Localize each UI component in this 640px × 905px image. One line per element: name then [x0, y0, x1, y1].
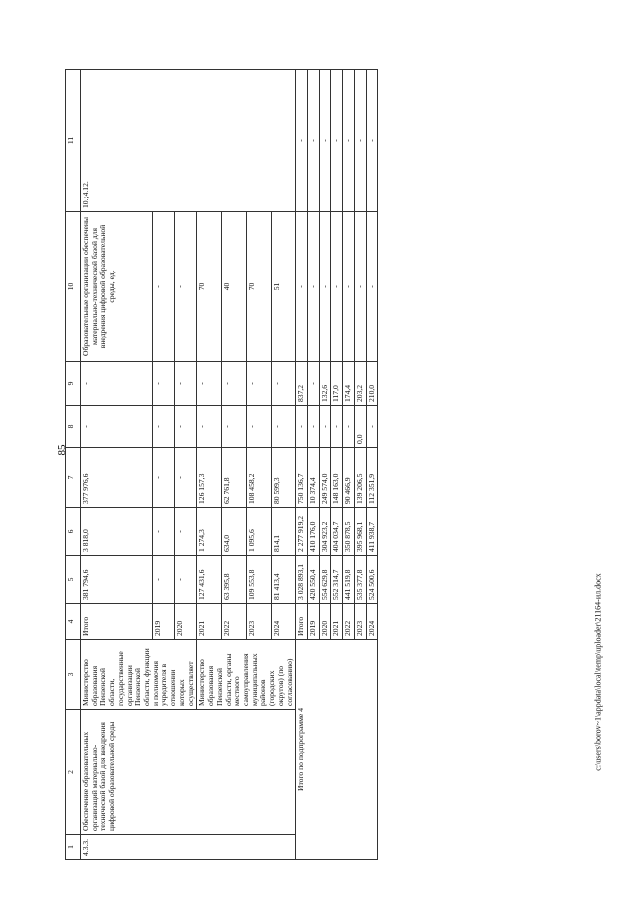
- value-cell: -: [366, 70, 378, 212]
- value-cell: 148 163,0: [331, 448, 343, 508]
- value-cell: 80 599,3: [271, 448, 296, 508]
- header-cell: 11: [66, 70, 81, 212]
- value-cell: -: [354, 212, 366, 362]
- value-cell: -: [271, 406, 296, 448]
- value-cell: 554 629,8: [319, 556, 331, 604]
- value-cell: 117,0: [331, 362, 343, 406]
- year-cell: Итого: [296, 604, 308, 640]
- year-cell: 2019: [152, 604, 174, 640]
- value-cell: 410 176,0: [307, 508, 319, 556]
- value-cell: -: [175, 556, 197, 604]
- year-cell: 2021: [331, 604, 343, 640]
- value-cell: 395 968,1: [354, 508, 366, 556]
- value-cell: -: [307, 406, 319, 448]
- value-cell: 40: [222, 212, 247, 362]
- value-cell: 70: [246, 212, 271, 362]
- year-cell: 2020: [319, 604, 331, 640]
- code-cell: 10.;4.12.: [81, 70, 296, 212]
- value-cell: 1 095,6: [246, 508, 271, 556]
- value-cell: 174,4: [343, 362, 355, 406]
- value-cell: 350 878,5: [343, 508, 355, 556]
- value-cell: -: [81, 406, 153, 448]
- value-cell: -: [152, 406, 174, 448]
- value-cell: -: [152, 362, 174, 406]
- value-cell: 814,1: [271, 508, 296, 556]
- value-cell: 81 413,4: [271, 556, 296, 604]
- value-cell: 10 374,4: [307, 448, 319, 508]
- year-cell: 2019: [307, 604, 319, 640]
- value-cell: 3 028 893,1: [296, 556, 308, 604]
- subprogram-total-label: Итого по подпрограмме 4: [296, 640, 378, 860]
- value-cell: -: [343, 406, 355, 448]
- year-cell: 2024: [366, 604, 378, 640]
- value-cell: 304 923,2: [319, 508, 331, 556]
- value-cell: 552 314,7: [331, 556, 343, 604]
- measure-name: Обеспечение образовательных организаций материально-технической базой для внедрения цифровой образовательной среды: [81, 710, 296, 835]
- year-cell: 2022: [343, 604, 355, 640]
- value-cell: -: [152, 508, 174, 556]
- header-cell: 8: [66, 406, 81, 448]
- table-row: [296, 70, 308, 860]
- header-cell: 4: [66, 604, 81, 640]
- executor-cell: Министерство образования Пензенской области, органы местного самоуправления муниципальных районов (городских округов) (по согласованию): [197, 640, 296, 710]
- value-cell: -: [175, 406, 197, 448]
- value-cell: -: [331, 212, 343, 362]
- year-cell: 2021: [197, 604, 222, 640]
- value-cell: 750 136,7: [296, 448, 308, 508]
- value-cell: 0,0: [354, 406, 366, 448]
- value-cell: -: [296, 70, 308, 212]
- value-cell: 90 466,9: [343, 448, 355, 508]
- value-cell: 3 818,0: [81, 508, 153, 556]
- header-cell: 1: [66, 835, 81, 860]
- value-cell: -: [246, 406, 271, 448]
- value-cell: -: [175, 448, 197, 508]
- year-cell: 2020: [175, 604, 197, 640]
- value-cell: -: [197, 362, 222, 406]
- value-cell: 2 277 919,2: [296, 508, 308, 556]
- row-number: 4.3.3.: [81, 835, 296, 860]
- table-row: [81, 70, 153, 860]
- value-cell: -: [175, 212, 197, 362]
- year-cell: 2023: [354, 604, 366, 640]
- value-cell: 377 976,6: [81, 448, 153, 508]
- value-cell: 535 377,8: [354, 556, 366, 604]
- year-cell: 2022: [222, 604, 247, 640]
- value-cell: -: [343, 70, 355, 212]
- value-cell: -: [296, 406, 308, 448]
- header-cell: 3: [66, 640, 81, 710]
- value-cell: -: [152, 212, 174, 362]
- value-cell: 1 274,3: [197, 508, 222, 556]
- value-cell: 634,0: [222, 508, 247, 556]
- value-cell: 420 550,4: [307, 556, 319, 604]
- value-cell: 108 458,2: [246, 448, 271, 508]
- value-cell: -: [307, 362, 319, 406]
- value-cell: -: [197, 406, 222, 448]
- value-cell: 63 395,8: [222, 556, 247, 604]
- value-cell: 210,0: [366, 362, 378, 406]
- value-cell: 524 500,6: [366, 556, 378, 604]
- value-cell: -: [222, 362, 247, 406]
- header-cell: 10: [66, 212, 81, 362]
- header-cell: 6: [66, 508, 81, 556]
- value-cell: 837,2: [296, 362, 308, 406]
- value-cell: -: [307, 70, 319, 212]
- value-cell: -: [343, 212, 355, 362]
- year-cell: Итого: [81, 604, 153, 640]
- value-cell: -: [152, 448, 174, 508]
- value-cell: -: [331, 70, 343, 212]
- value-cell: 51: [271, 212, 296, 362]
- value-cell: -: [331, 406, 343, 448]
- value-cell: -: [152, 556, 174, 604]
- value-cell: 203,2: [354, 362, 366, 406]
- value-cell: 404 034,7: [331, 508, 343, 556]
- value-cell: 62 761,8: [222, 448, 247, 508]
- header-cell: 7: [66, 448, 81, 508]
- value-cell: 127 431,6: [197, 556, 222, 604]
- value-cell: -: [246, 362, 271, 406]
- value-cell: 249 574,0: [319, 448, 331, 508]
- value-cell: 112 351,9: [366, 448, 378, 508]
- value-cell: -: [175, 508, 197, 556]
- value-cell: -: [222, 406, 247, 448]
- value-cell: 441 519,8: [343, 556, 355, 604]
- value-cell: -: [271, 362, 296, 406]
- value-cell: 109 553,8: [246, 556, 271, 604]
- value-cell: 132,6: [319, 362, 331, 406]
- header-row: [66, 70, 81, 860]
- value-cell: 126 157,3: [197, 448, 222, 508]
- footer-file-path: c:\users\borov~1\appdata\local\temp\uploader\21164-ил.docx: [593, 573, 603, 771]
- value-cell: 411 938,7: [366, 508, 378, 556]
- value-cell: -: [307, 212, 319, 362]
- rotated-table-container: [65, 70, 575, 860]
- value-cell: -: [319, 212, 331, 362]
- value-cell: -: [319, 70, 331, 212]
- value-cell: -: [175, 362, 197, 406]
- header-cell: 5: [66, 556, 81, 604]
- page-number: 85: [56, 444, 68, 456]
- value-cell: -: [81, 362, 153, 406]
- value-cell: -: [319, 406, 331, 448]
- value-cell: -: [366, 212, 378, 362]
- value-cell: -: [366, 406, 378, 448]
- year-cell: 2023: [246, 604, 271, 640]
- executor-cell: Министерство образования Пензенской области, государственные организации Пензенской области, функции и полномочия учредителя в отношении которых осуществляет: [81, 640, 197, 710]
- value-cell: -: [354, 70, 366, 212]
- header-cell: 2: [66, 710, 81, 835]
- indicator-cell: Образовательные организации обеспечены материально-технической базой для внедрения цифровой образовательной среды, ед.: [81, 212, 153, 362]
- value-cell: 381 794,6: [81, 556, 153, 604]
- subprogram-table: [65, 69, 378, 860]
- value-cell: -: [296, 212, 308, 362]
- year-cell: 2024: [271, 604, 296, 640]
- value-cell: 139 206,5: [354, 448, 366, 508]
- header-cell: 9: [66, 362, 81, 406]
- value-cell: 70: [197, 212, 222, 362]
